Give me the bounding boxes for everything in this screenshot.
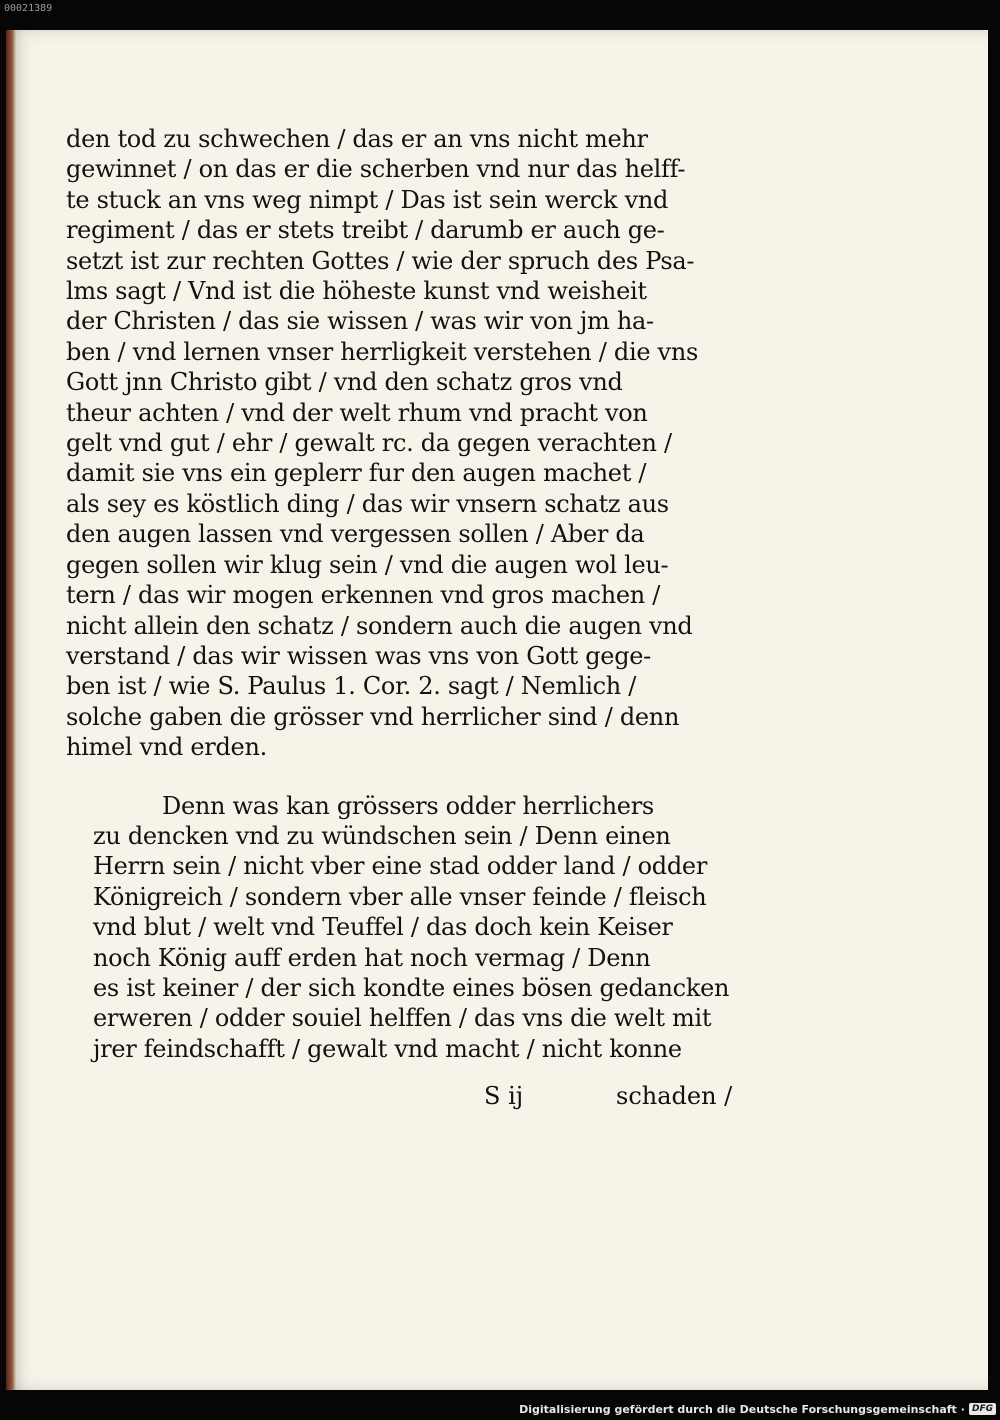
funding-text: Digitalisierung gefördert durch die Deutsche Forschungsgemeinschaft	[519, 1402, 957, 1416]
text-line: noch König auff erden hat noch vermag / Denn	[93, 943, 651, 972]
text-line: solche gaben die grösser vnd herrlicher sind / denn	[66, 702, 680, 731]
scan-id: 00021389	[4, 3, 53, 14]
text-line: erweren / odder souiel helffen / das vns die welt mit	[93, 1004, 712, 1033]
catchword: schaden /	[616, 1082, 733, 1110]
text-line: damit sie vns ein geplerr fur den augen machet /	[66, 459, 647, 488]
text-line: als sey es köstlich ding / das wir vnsern schatz aus	[66, 489, 669, 518]
text-line: den tod zu schwechen / das er an vns nicht mehr	[66, 125, 648, 153]
funding-footer	[519, 1402, 996, 1416]
paragraph-2	[66, 791, 730, 1065]
book-page	[6, 30, 988, 1390]
text-line: gegen sollen wir klug sein / vnd die augen wol leu-	[66, 550, 669, 579]
text-line: theur achten / vnd der welt rhum vnd pracht von	[66, 398, 648, 427]
text-line: den augen lassen vnd vergessen sollen / Aber da	[66, 520, 645, 549]
text-line: Königreich / sondern vber alle vnser feinde / fleisch	[93, 882, 707, 911]
text-line: te stuck an vns weg nimpt / Das ist sein werck vnd	[66, 185, 669, 214]
text-line: Herrn sein / nicht vber eine stad odder land / odder	[93, 852, 708, 881]
text-line: Denn was kan grössers odder herrlichers	[162, 791, 654, 820]
text-line: ben ist / wie S. Paulus 1. Cor. 2. sagt / Nemlich /	[66, 672, 637, 701]
text-line: lms sagt / Vnd ist die höheste kunst vnd weisheit	[66, 277, 647, 306]
paragraph-1	[66, 124, 726, 763]
text-line: zu dencken vnd zu wündschen sein / Denn einen	[93, 821, 671, 850]
text-line: der Christen / das sie wissen / was wir von jm ha-	[66, 307, 654, 336]
text-line: Gott jnn Christo gibt / vnd den schatz gros vnd	[66, 368, 623, 397]
text-line: vnd blut / welt vnd Teuffel / das doch kein Keiser	[93, 913, 673, 942]
signature-mark: S ij	[484, 1082, 524, 1110]
text-line: himel vnd erden.	[66, 733, 267, 762]
text-line: regiment / das er stets treibt / darumb er auch ge-	[66, 216, 665, 245]
text-line: nicht allein den schatz / sondern auch die augen vnd	[66, 611, 693, 640]
text-line: gelt vnd gut / ehr / gewalt rc. da gegen verachten /	[66, 429, 672, 458]
text-line: es ist keiner / der sich kondte eines bösen gedancken	[93, 973, 730, 1002]
text-line: ben / vnd lernen vnser herrligkeit verstehen / die vns	[66, 337, 698, 366]
page-footer-line	[484, 1082, 744, 1116]
text-line: setzt ist zur rechten Gottes / wie der spruch des Psa-	[66, 246, 695, 275]
text-line: tern / das wir mogen erkennen vnd gros machen /	[66, 581, 661, 610]
page-text	[66, 124, 730, 1064]
text-line: gewinnet / on das er die scherben vnd nur das helff-	[66, 155, 686, 184]
text-line: verstand / das wir wissen was vns von Gott gege-	[66, 641, 651, 670]
dfg-logo-icon: DFG	[969, 1403, 996, 1415]
separator-dot: ·	[960, 1402, 965, 1416]
text-line: jrer feindschafft / gewalt vnd macht / nicht konne	[93, 1034, 682, 1063]
